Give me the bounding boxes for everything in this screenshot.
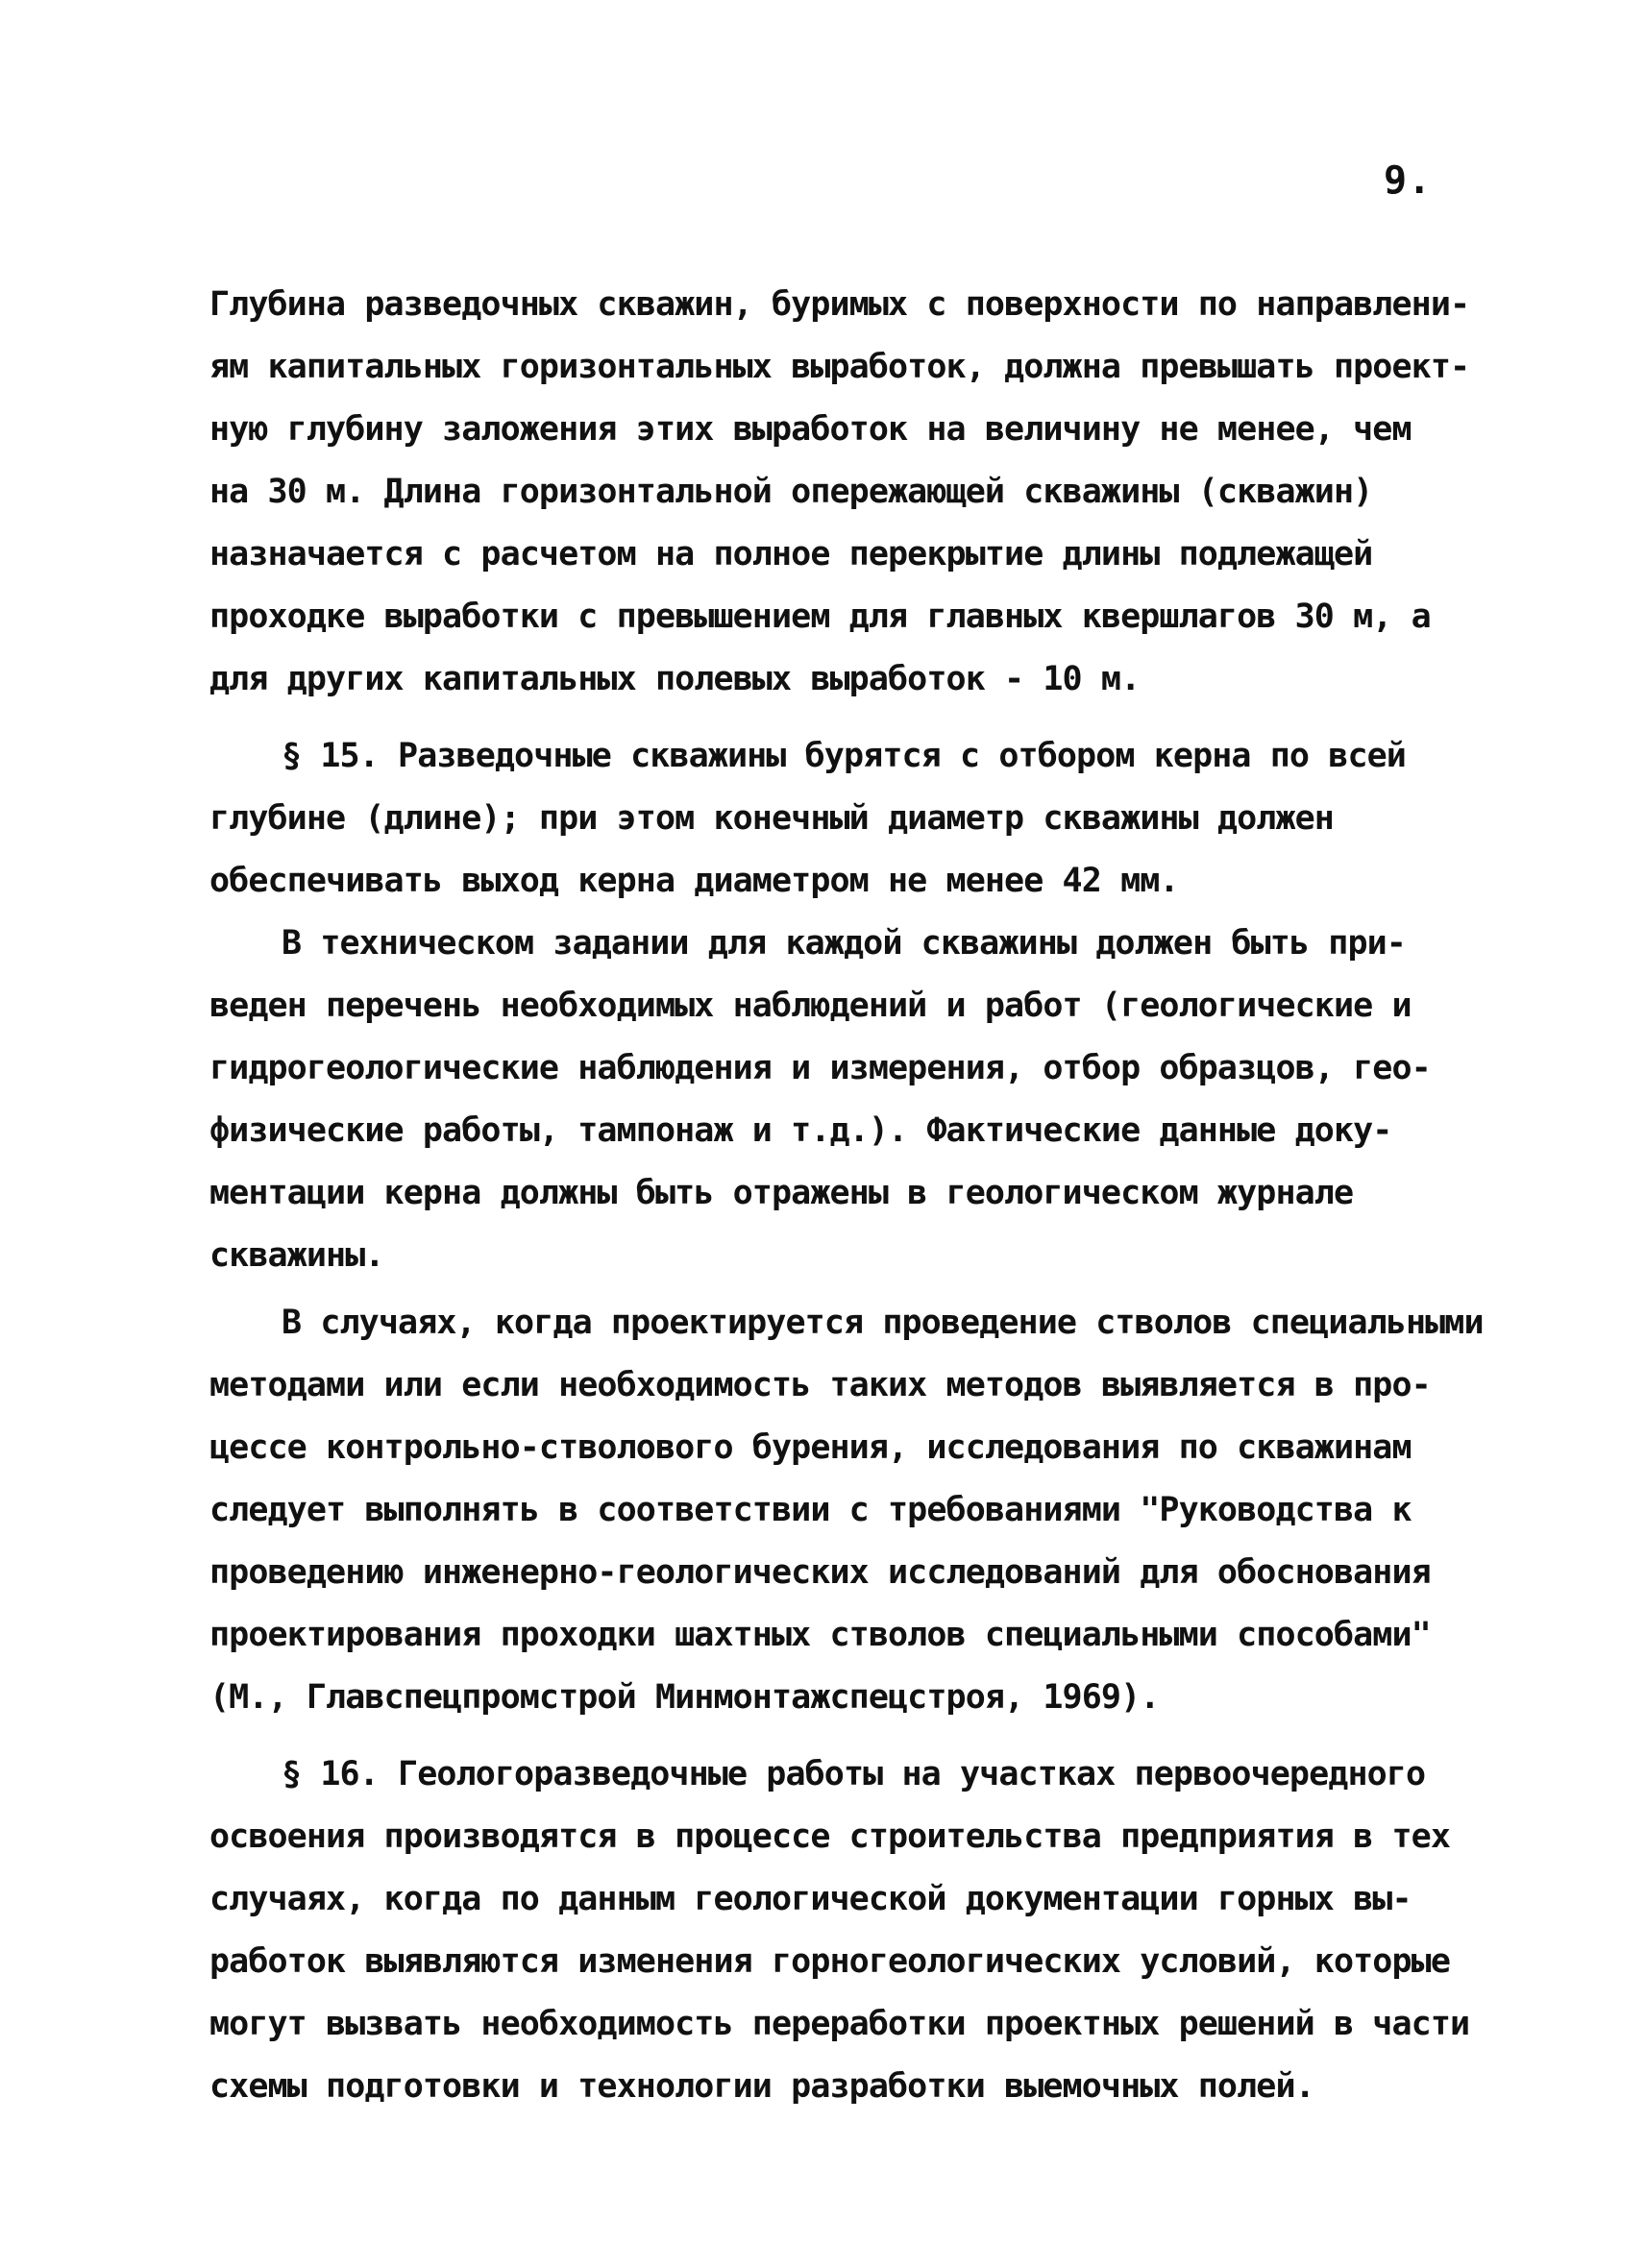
page-number: 9. (1384, 159, 1433, 203)
text-line: проведению инженерно-геологических исследований для обоснования (209, 1553, 1431, 1592)
text-line: для других капитальных полевых выработок - 10 м. (209, 660, 1141, 698)
text-line: физические работы, тампонаж и т.д.). Фактические данные доку- (209, 1111, 1392, 1150)
text-line: работок выявляются изменения горногеологических условий, которые (209, 1942, 1450, 1981)
text-line: веден перечень необходимых наблюдений и работ (геологические и (209, 987, 1412, 1025)
text-line: назначается с расчетом на полное перекрытие длины подлежащей (209, 535, 1373, 573)
text-line: глубине (длине); при этом конечный диаметр скважины должен (209, 799, 1334, 838)
text-line: (М., Главспецпромстрой Минмонтажспецстроя, 1969). (209, 1678, 1160, 1717)
text-line: ям капитальных горизонтальных выработок, должна превышать проект- (209, 348, 1470, 386)
text-line: обеспечивать выход керна диаметром не менее 42 мм. (209, 862, 1179, 900)
text-line: Глубина разведочных скважин, буримых с поверхности по направлени- (209, 285, 1470, 324)
text-line: гидрогеологические наблюдения и измерения, отбор образцов, гео- (209, 1049, 1431, 1087)
text-line: схемы подготовки и технологии разработки выемочных полей. (209, 2067, 1314, 2106)
paragraph-start-line: § 15. Разведочные скважины бурятся с отбором керна по всей (282, 737, 1406, 775)
text-line: случаях, когда по данным геологической документации горных вы- (209, 1880, 1412, 1918)
text-line: цессе контрольно-стволового бурения, исследования по скважинам (209, 1428, 1412, 1467)
text-line: методами или если необходимость таких методов выявляется в про- (209, 1366, 1431, 1404)
text-line: ментации керна должны быть отражены в геологическом журнале (209, 1174, 1354, 1212)
text-line: следует выполнять в соответствии с требованиями "Руководства к (209, 1491, 1412, 1529)
text-line: проектирования проходки шахтных стволов специальными способами" (209, 1616, 1431, 1654)
text-line: освоения производятся в процессе строительства предприятия в тех (209, 1817, 1450, 1856)
paragraph-start-line: § 16. Геологоразведочные работы на участках первоочередного (282, 1755, 1426, 1793)
text-line: на 30 м. Длина горизонтальной опережающей скважины (скважин) (209, 473, 1373, 511)
text-line: скважины. (209, 1236, 384, 1275)
text-line: ную глубину заложения этих выработок на величину не менее, чем (209, 410, 1412, 449)
paragraph-start-line: В техническом задании для каждой скважины должен быть при- (282, 924, 1406, 963)
text-line: проходке выработки с превышением для главных квершлагов 30 м, а (209, 597, 1431, 636)
paragraph-start-line: В случаях, когда проектируется проведение стволов специальными (282, 1304, 1484, 1342)
text-line: могут вызвать необходимость переработки проектных решений в части (209, 2005, 1470, 2043)
